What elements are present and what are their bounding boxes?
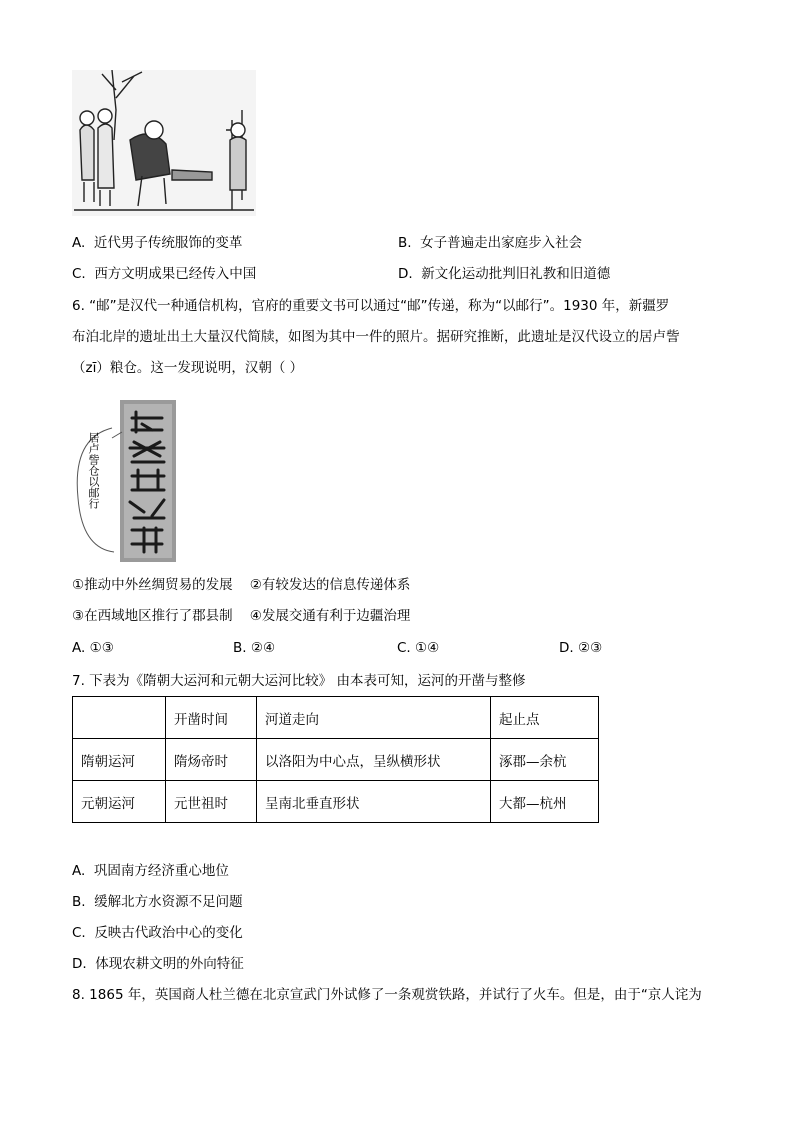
slip-caption: 居卢訾仓以邮行 <box>87 432 100 509</box>
q7-stem: 7. 下表为《隋朝大运河和元朝大运河比较》 由本表可知，运河的开凿与整修 <box>72 673 526 689</box>
table-cell: 元世祖时 <box>166 781 257 823</box>
table-cell: 隋朝运河 <box>73 739 166 781</box>
q6-option-a: A. ①③ <box>72 640 114 656</box>
q6-statements-line2: ③在西域地区推行了郡县制 ④发展交通有利于边疆治理 <box>72 608 411 624</box>
q8-stem-line1: 8. 1865 年，英国商人杜兰德在北京宣武门外试修了一条观赏铁路，并试行了火车。但是，由于“京人诧为 <box>72 987 702 1003</box>
q6-option-c: C. ①④ <box>397 640 440 656</box>
barbering-illustration <box>72 70 256 216</box>
table-cell: 呈南北垂直形状 <box>257 781 491 823</box>
q5-option-d: D. 新文化运动批判旧礼教和旧道德 <box>398 266 611 282</box>
q5-option-c: C. 西方文明成果已经传入中国 <box>72 266 257 282</box>
q6-stem-line3: （zī）粮仓。这一发现说明，汉朝（ ） <box>72 360 304 376</box>
bamboo-slip-photo <box>72 398 182 564</box>
q6-stem-line1: 6. “邮”是汉代一种通信机构，官府的重要文书可以通过“邮”传递，称为“以邮行”。1930 年，新疆罗 <box>72 298 670 314</box>
table-header-cell: 开凿时间 <box>166 697 257 739</box>
table-header-row <box>73 697 599 739</box>
table-cell: 隋炀帝时 <box>166 739 257 781</box>
table-row <box>73 781 599 823</box>
q6-option-b: B. ②④ <box>233 640 276 656</box>
table-header-cell: 起止点 <box>491 697 599 739</box>
q7-option-d: D. 体现农耕文明的外向特征 <box>72 956 244 972</box>
table-cell: 以洛阳为中心点，呈纵横形状 <box>257 739 491 781</box>
table-row <box>73 739 599 781</box>
table-cell: 大都—杭州 <box>491 781 599 823</box>
q5-option-b: B. 女子普遍走出家庭步入社会 <box>398 235 583 251</box>
table-cell: 元朝运河 <box>73 781 166 823</box>
table-cell: 涿郡—余杭 <box>491 739 599 781</box>
q5-option-a: A. 近代男子传统服饰的变革 <box>72 235 243 251</box>
table-header-cell <box>73 697 166 739</box>
q6-statements-line1: ①推动中外丝绸贸易的发展 ②有较发达的信息传递体系 <box>72 577 411 593</box>
q6-option-d: D. ②③ <box>559 640 603 656</box>
q6-stem-line2: 布泊北岸的遗址出土大量汉代简牍，如图为其中一件的照片。据研究推断，此遗址是汉代设立的居卢訾 <box>72 329 680 345</box>
q7-option-a: A. 巩固南方经济重心地位 <box>72 863 229 879</box>
canal-comparison-table <box>72 696 599 823</box>
table-header-cell: 河道走向 <box>257 697 491 739</box>
q7-option-c: C. 反映古代政治中心的变化 <box>72 925 243 941</box>
q7-option-b: B. 缓解北方水资源不足问题 <box>72 894 243 910</box>
